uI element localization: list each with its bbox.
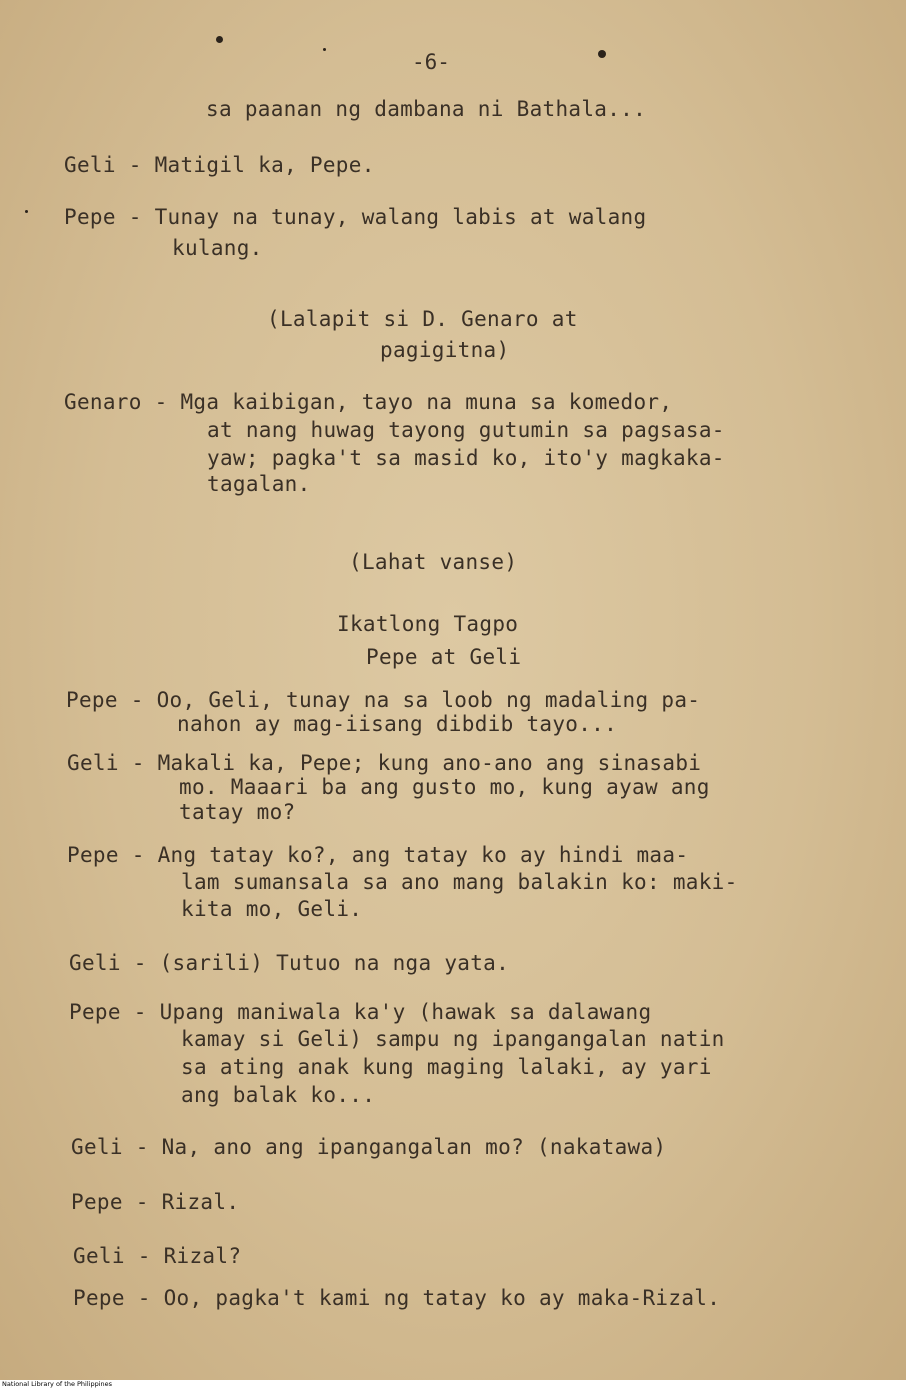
script-line: yaw; pagka't sa masid ko, ito'y magkaka- xyxy=(207,446,725,470)
stage-direction: pagigitna) xyxy=(380,338,510,362)
ink-spot xyxy=(25,210,28,213)
script-line: Pepe - Upang maniwala ka'y (hawak sa dalawang xyxy=(69,1000,652,1024)
stage-direction: (Lahat vanse) xyxy=(349,550,518,574)
script-line: tagalan. xyxy=(207,472,311,496)
script-line: mo. Maaari ba ang gusto mo, kung ayaw ang xyxy=(179,775,710,799)
script-line: kamay si Geli) sampu ng ipangangalan natin xyxy=(181,1027,725,1051)
ink-spot xyxy=(216,36,223,43)
script-line: Pepe - Tunay na tunay, walang labis at walang xyxy=(64,205,647,229)
script-line: tatay mo? xyxy=(179,800,296,824)
script-line: Geli - Matigil ka, Pepe. xyxy=(64,153,375,177)
script-line: kita mo, Geli. xyxy=(181,897,363,921)
page-number: -6- xyxy=(412,50,450,74)
script-line: Geli - Makali ka, Pepe; kung ano-ano ang sinasabi xyxy=(67,751,702,775)
script-line: Geli - Rizal? xyxy=(73,1244,242,1268)
footer-credit: National Library of the Philippines xyxy=(0,1380,906,1388)
ink-spot xyxy=(323,48,326,51)
script-line: Geli - (sarili) Tutuo na nga yata. xyxy=(69,951,510,975)
script-line: Pepe - Oo, Geli, tunay na sa loob ng madaling pa- xyxy=(66,688,701,712)
script-line: at nang huwag tayong gutumin sa pagsasa- xyxy=(207,418,725,442)
script-line: Geli - Na, ano ang ipangangalan mo? (nakatawa) xyxy=(71,1135,667,1159)
script-line: lam sumansala sa ano mang balakin ko: maki- xyxy=(181,870,738,894)
script-line: Pepe - Ang tatay ko?, ang tatay ko ay hindi maa- xyxy=(67,843,689,867)
script-line: kulang. xyxy=(172,236,263,260)
script-line: Pepe - Oo, pagka't kami ng tatay ko ay maka-Rizal. xyxy=(73,1286,721,1310)
script-line: Pepe - Rizal. xyxy=(71,1190,240,1214)
script-line: sa paanan ng dambana ni Bathala... xyxy=(206,97,647,121)
scene-title: Ikatlong Tagpo xyxy=(337,612,519,636)
script-line: Genaro - Mga kaibigan, tayo na muna sa komedor, xyxy=(64,390,673,414)
script-line: sa ating anak kung maging lalaki, ay yari xyxy=(181,1055,712,1079)
script-line: ang balak ko... xyxy=(181,1083,376,1107)
ink-spot xyxy=(598,50,606,58)
script-line: nahon ay mag-iisang dibdib tayo... xyxy=(177,712,618,736)
stage-direction: (Lalapit si D. Genaro at xyxy=(267,307,578,331)
scene-characters: Pepe at Geli xyxy=(366,645,522,669)
